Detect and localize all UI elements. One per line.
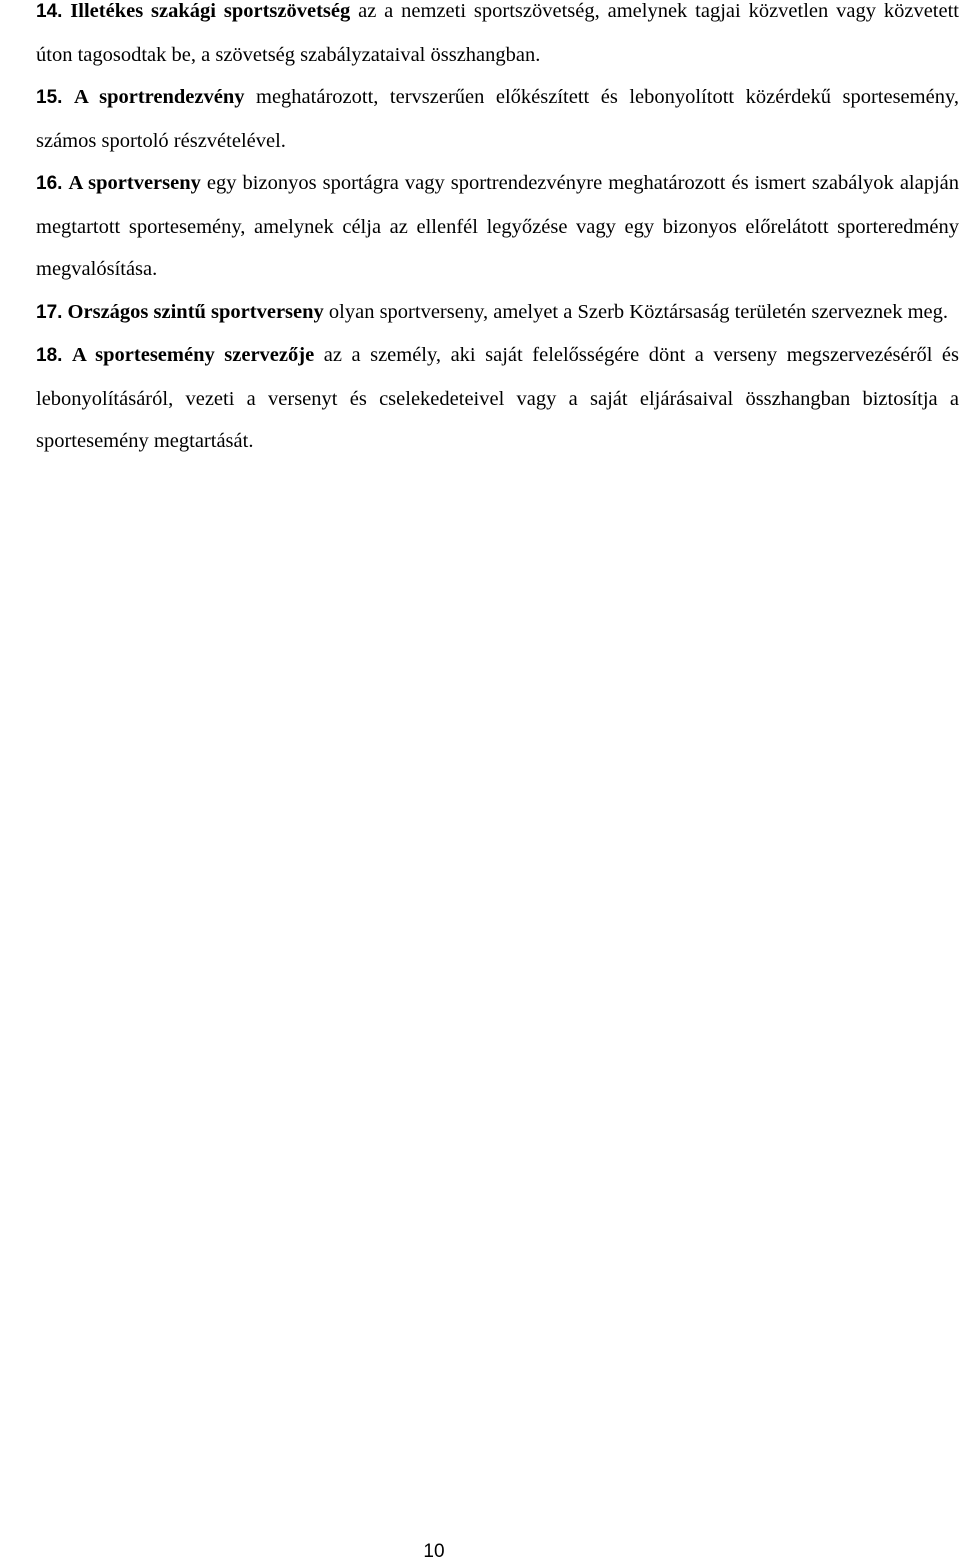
definition-text: egy bizonyos sportágra vagy sportrendezvényre meghatározott és ismert szabályok alapján megtartott sportesemény, amelynek célja az ellenfél legyőzése vagy egy bizonyos előrelátott sporteredmény megvalósítása. xyxy=(36,172,960,280)
definition-15 xyxy=(36,76,959,162)
definition-text: az a személy, aki saját felelősségére dönt a verseny megszervezéséről és lebonyolításáról, vezeti a versenyt és cselekedeteivel vagy a saját eljárásaival összhangban biztosítja a sportesemény megtartását. xyxy=(36,344,960,452)
definition-17 xyxy=(36,291,959,335)
page-number: 10 xyxy=(423,1541,445,1562)
definition-term: A sportverseny xyxy=(68,172,201,194)
definition-18 xyxy=(36,334,959,463)
definition-number: 18. xyxy=(36,345,63,366)
definition-term: A sportrendezvény xyxy=(73,86,245,108)
definition-16 xyxy=(36,162,959,291)
definition-text: olyan sportverseny, amelyet a Szerb Köztársaság területén szerveznek meg. xyxy=(328,300,949,323)
definition-number: 15. xyxy=(36,87,63,108)
definition-text: az a nemzeti sportszövetség, amelynek tagjai közvetlen vagy közvetett úton tagosodtak be, a szövetség szabályzataival összhangban. xyxy=(36,0,959,66)
definition-number: 17. xyxy=(36,301,63,323)
definition-number: 16. xyxy=(36,173,63,194)
definition-term: Országos szintű sportverseny xyxy=(67,300,324,323)
definition-14 xyxy=(36,0,959,76)
document-body xyxy=(36,0,959,463)
definition-term: A sportesemény szervezője xyxy=(71,344,315,366)
definition-text: meghatározott, tervszerűen előkészített és lebonyolított közérdekű sportesemény, számos sportoló részvételével. xyxy=(36,86,959,152)
definition-term: Illetékes szakági sportszövetség xyxy=(70,0,351,22)
definition-number: 14. xyxy=(36,1,63,22)
